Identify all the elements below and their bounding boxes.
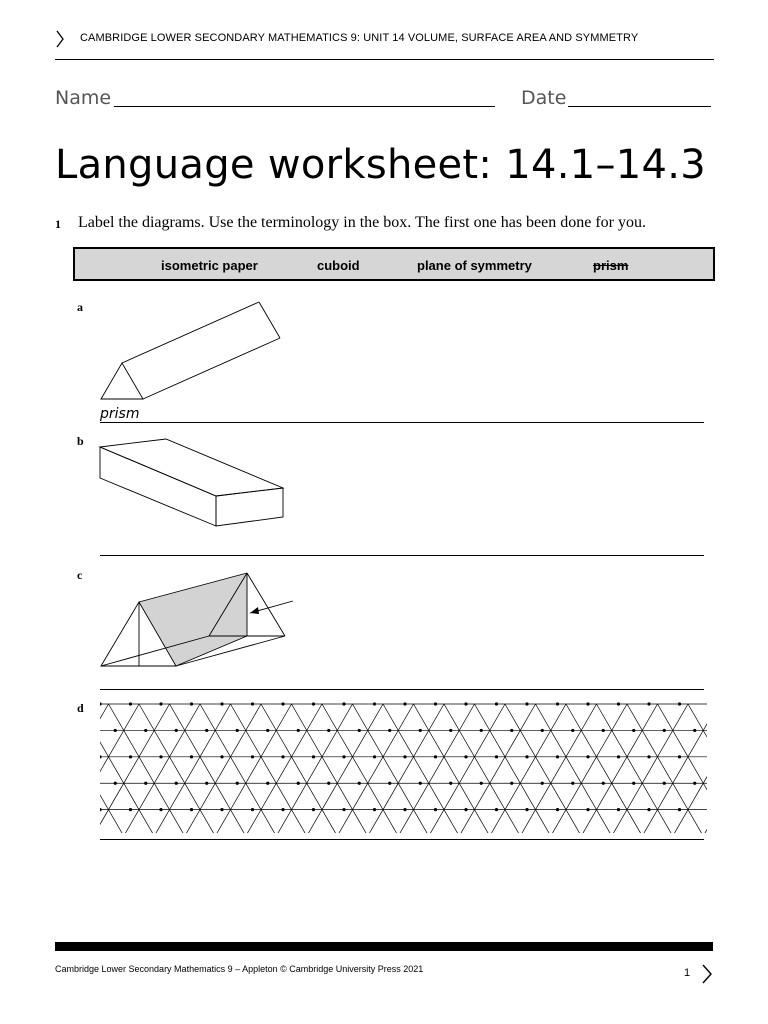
grid-dot xyxy=(403,808,406,811)
grid-dot xyxy=(100,755,102,758)
grid-dot xyxy=(205,782,208,785)
grid-line xyxy=(444,704,521,833)
grid-dot xyxy=(480,782,483,785)
grid-dot xyxy=(617,755,620,758)
grid-dot xyxy=(281,702,284,705)
grid-dot xyxy=(678,755,681,758)
date-field[interactable] xyxy=(568,106,711,107)
grid-dot xyxy=(281,755,284,758)
grid-dot xyxy=(251,702,254,705)
grid-dot xyxy=(190,808,193,811)
grid-line xyxy=(703,704,707,833)
grid-dot xyxy=(678,702,681,705)
grid-line xyxy=(520,704,597,833)
answer-line-b[interactable] xyxy=(100,555,704,556)
grid-dot xyxy=(663,782,666,785)
grid-dot xyxy=(464,702,467,705)
grid-dot xyxy=(449,729,452,732)
answer-a: prism xyxy=(100,406,140,422)
question-number: 1 xyxy=(55,217,61,231)
part-d-label: d xyxy=(77,701,84,715)
term-prism: prism xyxy=(593,258,629,273)
grid-dot xyxy=(495,808,498,811)
grid-dot xyxy=(312,808,315,811)
grid-dot xyxy=(617,702,620,705)
grid-line xyxy=(306,704,383,833)
grid-dot xyxy=(144,782,147,785)
chevron-right-icon xyxy=(55,30,65,48)
grid-dot xyxy=(373,702,376,705)
grid-dot xyxy=(159,808,162,811)
grid-dot xyxy=(342,808,345,811)
grid-dot xyxy=(129,702,132,705)
grid-line xyxy=(231,704,308,833)
grid-line xyxy=(322,704,399,833)
grid-line xyxy=(581,704,658,833)
grid-dot xyxy=(602,782,605,785)
grid-dot xyxy=(129,755,132,758)
grid-dot xyxy=(480,729,483,732)
grid-dot xyxy=(434,702,437,705)
plane-of-symmetry-diagram xyxy=(95,565,300,673)
grid-dot xyxy=(617,808,620,811)
terminology-box xyxy=(73,247,715,281)
grid-dot xyxy=(556,755,559,758)
grid-line xyxy=(276,704,353,833)
answer-line-a[interactable] xyxy=(100,422,704,423)
grid-dot xyxy=(220,808,223,811)
grid-dot xyxy=(586,702,589,705)
grid-line xyxy=(261,704,338,833)
grid-line xyxy=(139,704,216,833)
grid-dot xyxy=(464,755,467,758)
footer-credit: Cambridge Lower Secondary Mathematics 9 – Appleton © Cambridge University Press 2021 xyxy=(55,964,424,974)
grid-line xyxy=(109,704,186,833)
running-header: CAMBRIDGE LOWER SECONDARY MATHEMATICS 9: UNIT 14 VOLUME, SURFACE AREA AND SYMMETRY xyxy=(80,32,639,44)
grid-line xyxy=(154,704,231,833)
grid-dot xyxy=(190,702,193,705)
grid-line xyxy=(414,704,491,833)
grid-dot xyxy=(327,729,330,732)
grid-dot xyxy=(449,782,452,785)
grid-dot xyxy=(647,808,650,811)
grid-dot xyxy=(693,729,696,732)
cuboid-diagram xyxy=(95,435,290,530)
grid-dot xyxy=(342,755,345,758)
grid-dot xyxy=(419,729,422,732)
grid-dot xyxy=(100,808,102,811)
part-a-label: a xyxy=(77,300,83,314)
grid-dot xyxy=(525,808,528,811)
grid-line xyxy=(292,704,369,833)
footer-rule xyxy=(55,942,713,951)
name-field[interactable] xyxy=(114,106,495,107)
grid-dot xyxy=(647,755,650,758)
grid-line xyxy=(611,704,688,833)
grid-line xyxy=(566,704,643,833)
grid-dot xyxy=(602,729,605,732)
answer-line-d[interactable] xyxy=(100,839,704,840)
grid-dot xyxy=(586,808,589,811)
term-cuboid: cuboid xyxy=(317,258,360,273)
grid-dot xyxy=(175,782,178,785)
next-page-icon[interactable] xyxy=(701,964,713,984)
grid-dot xyxy=(175,729,178,732)
grid-dot xyxy=(510,782,513,785)
grid-dot xyxy=(159,755,162,758)
grid-line xyxy=(642,704,707,833)
grid-dot xyxy=(510,729,513,732)
part-c-label: c xyxy=(77,568,83,582)
grid-dot xyxy=(403,702,406,705)
grid-line xyxy=(536,704,613,833)
grid-dot xyxy=(571,729,574,732)
grid-line xyxy=(353,704,430,833)
grid-dot xyxy=(220,702,223,705)
grid-dot xyxy=(541,782,544,785)
grid-dot xyxy=(100,702,102,705)
grid-line xyxy=(245,704,322,833)
grid-dot xyxy=(114,729,117,732)
grid-dot xyxy=(373,808,376,811)
grid-dot xyxy=(678,808,681,811)
grid-line xyxy=(459,704,536,833)
answer-line-c[interactable] xyxy=(100,689,704,690)
grid-dot xyxy=(297,782,300,785)
grid-line xyxy=(550,704,627,833)
grid-dot xyxy=(159,702,162,705)
grid-dot xyxy=(403,755,406,758)
page-title: Language worksheet: 14.1–14.3 xyxy=(55,142,707,188)
date-label: Date xyxy=(521,87,567,109)
grid-line xyxy=(398,704,475,833)
grid-line xyxy=(383,704,460,833)
grid-dot xyxy=(312,702,315,705)
grid-line xyxy=(100,704,109,833)
term-plane-of-symmetry: plane of symmetry xyxy=(417,258,532,273)
page-number: 1 xyxy=(684,967,691,979)
grid-dot xyxy=(525,702,528,705)
grid-dot xyxy=(434,808,437,811)
grid-dot xyxy=(266,729,269,732)
grid-dot xyxy=(266,782,269,785)
grid-dot xyxy=(236,782,239,785)
grid-line xyxy=(337,704,414,833)
grid-line xyxy=(123,704,200,833)
grid-line xyxy=(627,704,704,833)
grid-line xyxy=(428,704,505,833)
grid-dot xyxy=(419,782,422,785)
grid-dot xyxy=(525,755,528,758)
grid-line xyxy=(215,704,292,833)
grid-dot xyxy=(464,808,467,811)
isometric-paper-diagram xyxy=(100,700,707,833)
grid-dot xyxy=(144,729,147,732)
question-instruction: Label the diagrams. Use the terminology in the box. The first one has been done for you. xyxy=(78,214,646,231)
grid-dot xyxy=(342,702,345,705)
grid-dot xyxy=(495,755,498,758)
grid-line xyxy=(367,704,444,833)
grid-line xyxy=(200,704,277,833)
grid-line xyxy=(170,704,247,833)
grid-dot xyxy=(114,782,117,785)
header-divider xyxy=(55,59,714,60)
grid-dot xyxy=(251,755,254,758)
grid-dot xyxy=(495,702,498,705)
grid-dot xyxy=(358,782,361,785)
grid-line xyxy=(475,704,552,833)
grid-dot xyxy=(693,782,696,785)
grid-dot xyxy=(571,782,574,785)
grid-dot xyxy=(358,729,361,732)
grid-dot xyxy=(205,729,208,732)
grid-dot xyxy=(220,755,223,758)
grid-line xyxy=(597,704,674,833)
grid-dot xyxy=(251,808,254,811)
grid-dot xyxy=(556,702,559,705)
grid-dot xyxy=(373,755,376,758)
grid-dot xyxy=(129,808,132,811)
grid-dot xyxy=(541,729,544,732)
grid-dot xyxy=(434,755,437,758)
grid-line xyxy=(184,704,261,833)
term-isometric-paper: isometric paper xyxy=(161,258,258,273)
grid-line xyxy=(100,704,124,833)
grid-line xyxy=(505,704,582,833)
grid-dot xyxy=(632,729,635,732)
grid-dot xyxy=(586,755,589,758)
grid-dot xyxy=(327,782,330,785)
prism-diagram xyxy=(95,296,285,404)
grid-line xyxy=(688,704,707,833)
grid-line xyxy=(100,704,155,833)
part-b-label: b xyxy=(77,434,84,448)
grid-dot xyxy=(297,729,300,732)
grid-dot xyxy=(663,729,666,732)
grid-dot xyxy=(388,729,391,732)
name-label: Name xyxy=(55,87,112,109)
grid-line xyxy=(672,704,707,833)
grid-dot xyxy=(281,808,284,811)
grid-dot xyxy=(312,755,315,758)
grid-dot xyxy=(556,808,559,811)
grid-line xyxy=(489,704,566,833)
grid-dot xyxy=(190,755,193,758)
grid-dot xyxy=(388,782,391,785)
grid-dot xyxy=(632,782,635,785)
grid-dot xyxy=(647,702,650,705)
grid-dot xyxy=(236,729,239,732)
